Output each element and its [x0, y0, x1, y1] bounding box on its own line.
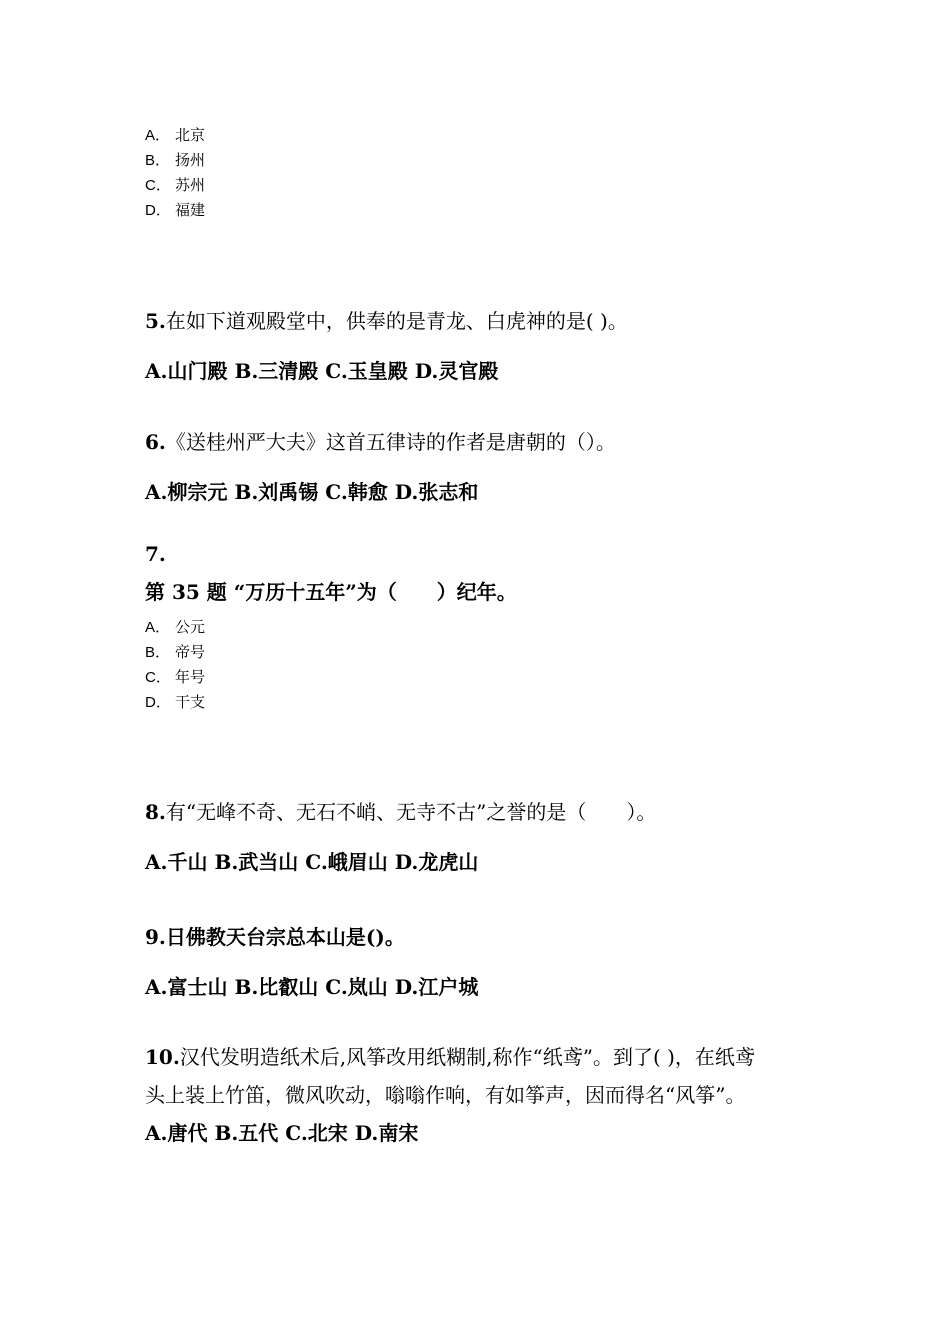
question-10-line-1 [145, 1038, 825, 1076]
question-6 [145, 429, 616, 455]
option-list [145, 123, 205, 223]
question-text: 汉代发明造纸术后,风筝改用纸糊制,称作“纸鸢”。到了( )，在纸鸢 [179, 1045, 755, 1069]
option-d: D． 干支 [145, 693, 206, 711]
option-c: C． 年号 [145, 668, 206, 686]
question-number: 10. [145, 1045, 180, 1069]
question-number: 9. [145, 925, 166, 949]
answer-choices-5: A.山门殿 B.三清殿 C.玉皇殿 D.灵官殿 [145, 359, 499, 383]
answer-choices-10: A.唐代 B.五代 C.北宋 D.南宋 [145, 1121, 419, 1145]
question-number: 5. [145, 309, 166, 333]
option-c: C． 苏州 [145, 176, 206, 194]
option-a: A． 北京 [145, 126, 206, 144]
question-10-line-2: 头上装上竹笛，微风吹动，嗡嗡作响，有如筝声，因而得名“风筝”。 [145, 1083, 746, 1107]
answer-choices-6: A.柳宗元 B.刘禹锡 C.韩愈 D.张志和 [145, 480, 479, 504]
answer-choices-9: A.富士山 B.比叡山 C.岚山 D.江户城 [145, 975, 479, 999]
question-9 [145, 924, 405, 950]
question-text: 有“无峰不奇、无石不峭、无寺不古”之誉的是（ ）。 [165, 800, 657, 824]
option-a: A． 公元 [145, 618, 206, 636]
question-5 [145, 308, 628, 334]
question-10 [145, 1038, 825, 1114]
option-d: D． 福建 [145, 201, 206, 219]
option-list [145, 615, 205, 715]
question-number: 8. [145, 800, 166, 824]
question-8 [145, 799, 656, 825]
option-b: B． 扬州 [145, 151, 206, 169]
answer-choices-8: A.千山 B.武当山 C.峨眉山 D.龙虎山 [145, 850, 479, 874]
question-text: 在如下道观殿堂中，供奉的是青龙、白虎神的是( )。 [165, 309, 628, 333]
question-7-number: 7. [145, 542, 166, 566]
question-text: 《送桂州严大夫》这首五律诗的作者是唐朝的（）。 [165, 430, 616, 454]
option-b: B． 帝号 [145, 643, 206, 661]
question-text: 日佛教天台宗总本山是()。 [165, 925, 405, 949]
question-7-title: 第 35 题 “万历十五年”为（ ）纪年。 [145, 580, 517, 604]
question-number: 6. [145, 430, 166, 454]
